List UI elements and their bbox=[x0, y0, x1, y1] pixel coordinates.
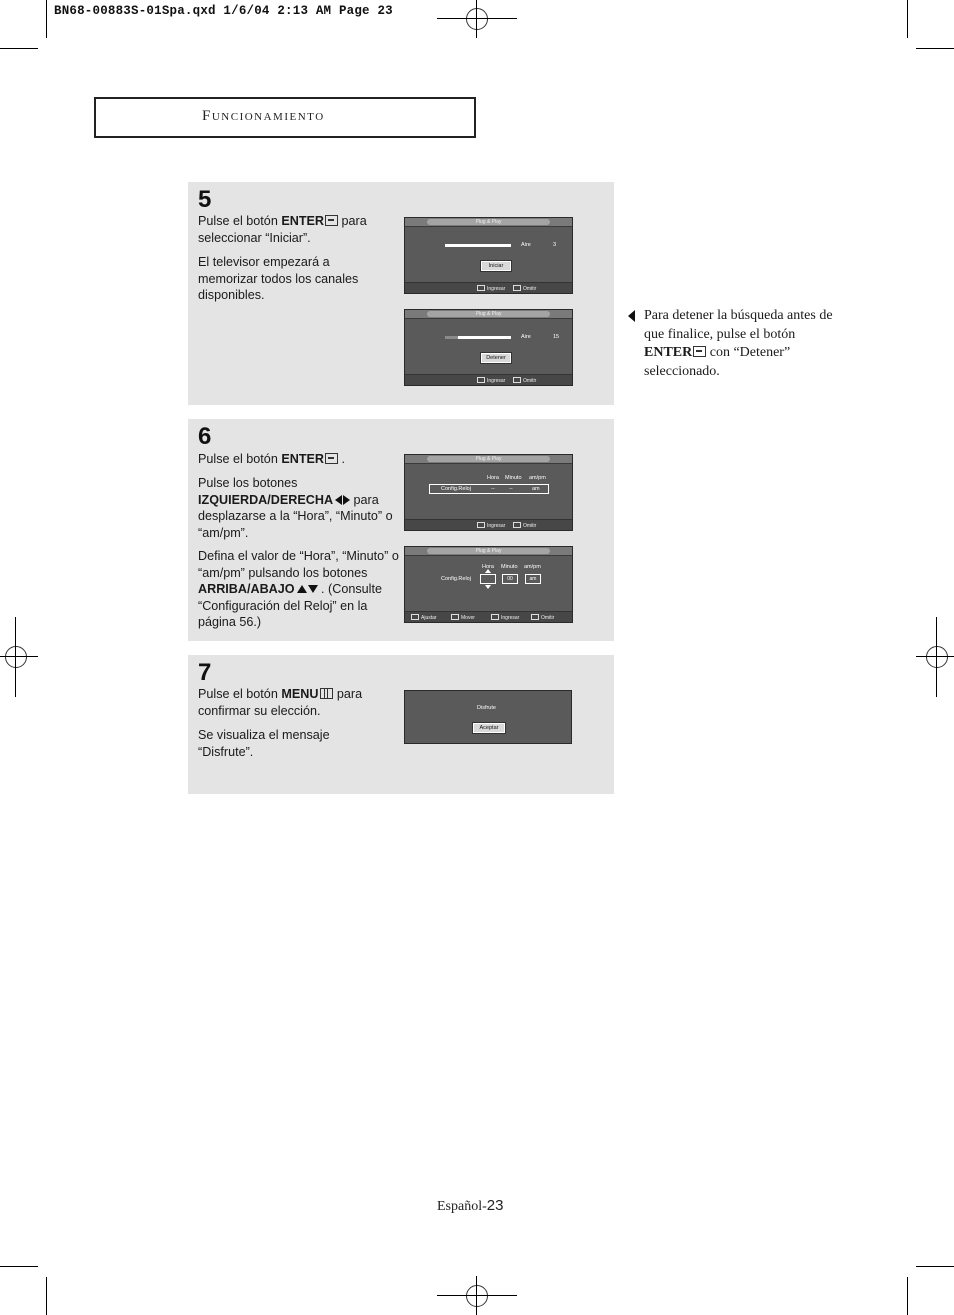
crop-mark bbox=[0, 1266, 38, 1267]
page-number: 23 bbox=[486, 1197, 504, 1214]
registration-mark bbox=[466, 1285, 488, 1307]
channel-label: Aire bbox=[521, 242, 531, 248]
footer-language: Español- bbox=[437, 1199, 487, 1214]
step-text: Pulse el botón MENU para confirmar su elección. bbox=[198, 687, 363, 718]
start-button[interactable]: Iniciar bbox=[481, 261, 511, 271]
progress-fill bbox=[458, 336, 511, 339]
section-title: Funcionamiento bbox=[202, 108, 325, 124]
enter-icon bbox=[325, 453, 338, 464]
up-arrow-icon bbox=[485, 569, 491, 573]
leftright-icon bbox=[451, 614, 459, 620]
minute-box[interactable]: 00 bbox=[502, 574, 518, 584]
tv-screen bbox=[404, 690, 572, 744]
hour-box[interactable] bbox=[480, 574, 496, 584]
screen-title: Plug & Play bbox=[427, 456, 550, 462]
crop-mark bbox=[46, 1277, 47, 1315]
step-6 bbox=[188, 419, 614, 641]
menu-icon bbox=[531, 614, 539, 620]
channel-count: 3 bbox=[553, 242, 557, 248]
screen-title: Plug & Play bbox=[427, 219, 550, 225]
tv-screen: Plug & Play Aire 15 Detener Ingresar Omitir bbox=[404, 309, 573, 386]
tv-screen: Plug & Play Hora Minuto am/pm Config.Reloj -- -- am Ingresar Omitir bbox=[404, 454, 573, 531]
menu-icon bbox=[513, 522, 521, 528]
page-footer bbox=[437, 1197, 503, 1215]
note-arrow-icon bbox=[628, 310, 635, 322]
accept-button[interactable]: Aceptar bbox=[473, 723, 505, 733]
down-arrow-icon bbox=[308, 585, 318, 593]
crop-mark bbox=[907, 0, 908, 38]
enter-icon bbox=[325, 215, 338, 226]
registration-mark bbox=[5, 646, 27, 668]
menu-icon bbox=[320, 688, 333, 699]
tv-screen: Plug & Play Aire 3 Iniciar Ingresar Omitir bbox=[404, 217, 573, 294]
crop-mark bbox=[907, 1277, 908, 1315]
step-text: Defina el valor de “Hora”, “Minuto” o “am/pm” pulsando los botones ARRIBA/ABAJO . (Consulte “Configuración del Reloj” en la página 56.) bbox=[198, 549, 399, 629]
registration-mark bbox=[926, 646, 948, 668]
menu-icon bbox=[513, 377, 521, 383]
side-note: Para detener la búsqueda antes de que finalice, pulse el botón ENTER con “Detener” seleccionado. bbox=[644, 308, 833, 379]
enter-icon bbox=[477, 522, 485, 528]
enter-icon bbox=[477, 377, 485, 383]
message-text: Disfrute bbox=[477, 705, 496, 711]
crop-mark bbox=[916, 48, 954, 49]
crop-mark bbox=[0, 48, 38, 49]
tv-screen: Plug & Play Hora Minuto am/pm Config.Reloj 00 am Ajustar Mover Ingresar Omitir bbox=[404, 546, 573, 623]
updown-icon bbox=[411, 614, 419, 620]
clock-label: Config.Reloj bbox=[441, 486, 471, 492]
ampm-box[interactable]: am bbox=[525, 574, 541, 584]
screen-title: Plug & Play bbox=[427, 548, 550, 554]
file-slug: BN68-00883S-01Spa.qxd 1/6/04 2:13 AM Page 23 bbox=[54, 4, 393, 18]
enter-icon bbox=[477, 285, 485, 291]
enter-icon bbox=[693, 346, 706, 357]
menu-icon bbox=[513, 285, 521, 291]
stop-button[interactable]: Detener bbox=[481, 353, 511, 363]
progress-fill bbox=[445, 244, 511, 247]
step-text: Pulse el botón ENTER . bbox=[198, 452, 346, 466]
channel-count: 15 bbox=[553, 334, 560, 340]
clock-label: Config.Reloj bbox=[441, 576, 471, 582]
down-arrow-icon bbox=[485, 585, 491, 589]
step-number: 5 bbox=[198, 186, 212, 213]
crop-mark bbox=[916, 1266, 954, 1267]
channel-label: Aire bbox=[521, 334, 531, 340]
enter-icon bbox=[491, 614, 499, 620]
screen-title: Plug & Play bbox=[427, 311, 550, 317]
step-number: 7 bbox=[198, 659, 212, 686]
right-arrow-icon bbox=[343, 495, 350, 505]
step-number: 6 bbox=[198, 423, 212, 450]
step-5 bbox=[188, 182, 614, 405]
section-header bbox=[94, 97, 476, 138]
registration-mark bbox=[466, 8, 488, 30]
step-text: Pulse el botón ENTER para seleccionar “Iniciar”. bbox=[198, 214, 367, 245]
step-text: Se visualiza el mensaje “Disfrute”. bbox=[198, 728, 330, 759]
crop-mark bbox=[46, 0, 47, 38]
step-text: Pulse los botones IZQUIERDA/DERECHA para desplazarse a la “Hora”, “Minuto” o “am/pm”. bbox=[198, 476, 393, 540]
step-7 bbox=[188, 655, 614, 794]
up-arrow-icon bbox=[297, 585, 307, 593]
left-arrow-icon bbox=[335, 495, 342, 505]
step-text: El televisor empezará a memorizar todos los canales disponibles. bbox=[198, 255, 359, 302]
